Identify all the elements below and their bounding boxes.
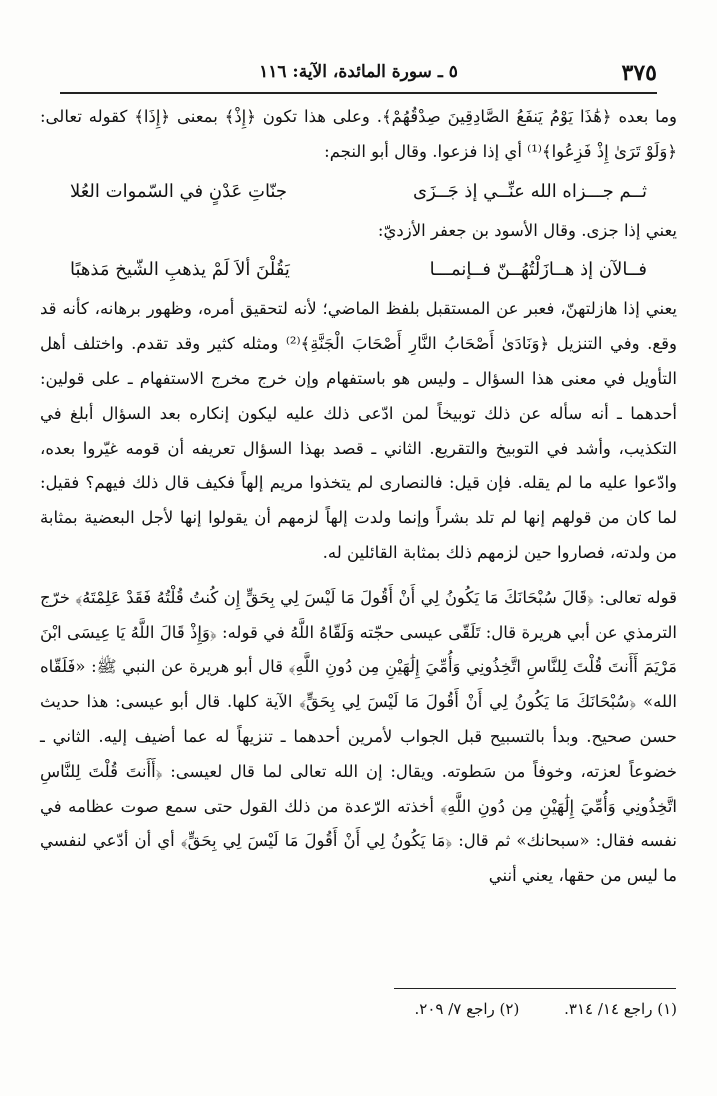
footnote-divider — [394, 988, 676, 989]
paragraph: وما بعده ﴿هَٰذَا يَوْمُ يَنفَعُ الصَّادِقِينَ صِدْقُهُمْ﴾. وعلى هذا تكون ﴿إِذْ﴾ بمعنى ﴿إِذَا﴾ كقوله تعالى: ﴿وَلَوْ تَرَىٰ إِذْ فَزِعُوا﴾⁽¹⁾ أي إذا فزعوا. وقال أبو النجم: — [40, 107, 677, 161]
verse-hemistich-left: يَقُلْنَ ألاَ لَمْ يذهبِ الشّيخ مَذهبًا — [70, 259, 290, 281]
poem-verse — [40, 248, 677, 292]
page-number: ٣٧٥ — [621, 60, 657, 86]
paragraph: يعني إذا هازلتهنّ، فعبر عن المستقبل بلفظ الماضي؛ لأنه لتحقيق أمره، وظهور برهانه، كأنه قد وقع. وفي التنزيل ﴿وَنَادَىٰ أَصْحَابُ النَّارِ أَصْحَابَ الْجَنَّةِ﴾⁽²⁾ ومثله كثير وقد تقدم. واختلف أهل التأويل في معنى هذا السؤال ـ وليس هو باستفهام وإن خرج مخرج الاستفهام ـ على قولين: أحدهما ـ أنه سأله عن ذلك توبيخاً لمن ادّعى ذلك عليه ليكون إنكاره بعد السؤال أبلغ في التكذيب، وأشد في التوبيخ والتقريع. الثاني ـ قصد بهذا السؤال تعريفه أن قومه غيّروا بعده، وادّعوا عليه ما لم يقله. فإن قيل: فالنصارى لم يتخذوا مريم إلهاً فكيف قال ذلك فيهم؟ فقيل: لما كان من قولهم إنها لم تلد بشراً وإنما ولدت إلهاً لزمهم أن يقولوا إنها لأجل البعضية بمثابة من ولدته، فصاروا حين لزمهم ذلك بمثابة القائلين له. — [40, 299, 677, 562]
verse-hemistich-left: جنّاتِ عَدْنٍ في السّموات العُلا — [70, 180, 287, 202]
footnote-1: (١) راجع ١٤/ ٣١٤. — [564, 1000, 677, 1018]
running-title: ٥ ـ سورة المائدة، الآية: ١١٦ — [259, 62, 458, 82]
verse-hemistich-right: فــالآن إذ هــازَلْتُهُــنّ فــإنمـــا — [429, 259, 647, 281]
poem-verse — [40, 170, 677, 214]
main-text — [40, 100, 677, 894]
page-header — [60, 58, 657, 94]
verse-hemistich-right: ثــم جـــزاه الله عنِّــي إذ جَــزَى — [413, 180, 647, 202]
paragraph: يعني إذا جزى. وقال الأسود بن جعفر الأزديّ: — [377, 220, 677, 240]
footnote-2: (٢) راجع ٧/ ٢٠٩. — [414, 1000, 520, 1018]
paragraph: قوله تعالى: ﴿قَالَ سُبْحَانَكَ مَا يَكُونُ لِي أَنْ أَقُولَ مَا لَيْسَ لِي بِحَقٍّ إِن كُنتُ قُلْتُهُ فَقَدْ عَلِمْتَهُ﴾ خرّج الترمذي عن أبي هريرة قال: تَلَقّى عيسى حجّته وَلَقّاهُ اللَّهُ في قوله: ﴿وَإِذْ قَالَ اللَّهُ يَا عِيسَى ابْنَ مَرْيَمَ أَأَنتَ قُلْتَ لِلنَّاسِ اتَّخِذُونِي وَأُمِّيَ إِلَٰهَيْنِ مِن دُونِ اللَّهِ﴾ قال أبو هريرة عن النبي ﷺ: «فَلَقّاه الله» ﴿سُبْحَانَكَ مَا يَكُونُ لِي أَنْ أَقُولَ مَا لَيْسَ لِي بِحَقٍّ﴾ الآية كلها. قال أبو عيسى: هذا حديث حسن صحيح. وبدأ بالتسبيح قبل الجواب لأمرين أحدهما ـ تنزيهاً له عما أضيف إليه. الثاني ـ خضوعاً لعزته، وخوفاً من سَطوته. ويقال: إن الله تعالى لما قال لعيسى: ﴿أَأَنتَ قُلْتَ لِلنَّاسِ اتَّخِذُونِي وَأُمِّيَ إِلَٰهَيْنِ مِن دُونِ اللَّهِ﴾ أخذته الرّعدة من ذلك القول حتى سمع صوت عظامه في نفسه فقال: «سبحانك» ثم قال: ﴿مَا يَكُونُ لِي أَنْ أَقُولَ مَا لَيْسَ لِي بِحَقٍّ﴾ أي أن أدّعي لنفسي ما ليس من حقها، يعني أنني — [40, 587, 677, 886]
footnotes — [40, 1000, 677, 1018]
